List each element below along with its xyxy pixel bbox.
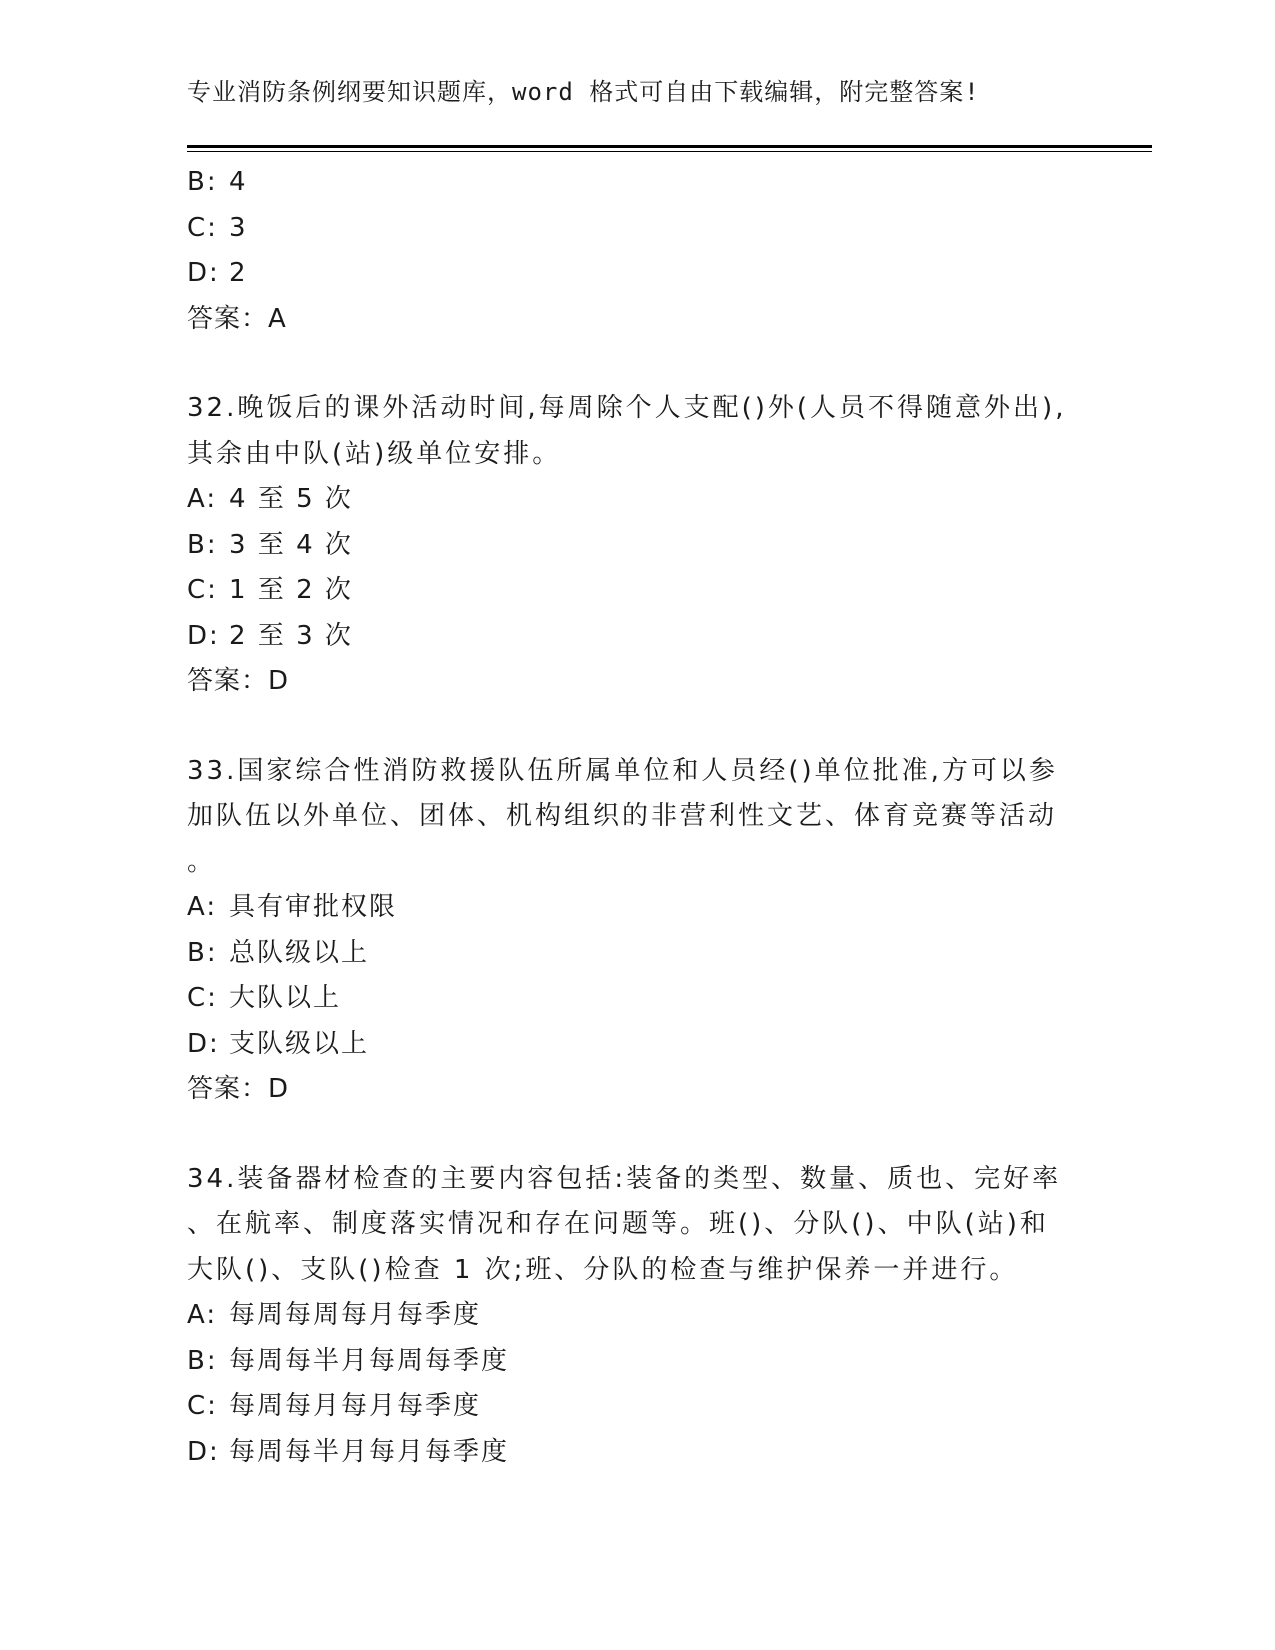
option-letter: D: xyxy=(187,1028,220,1059)
option-b xyxy=(187,523,1087,569)
question-text-line: 34.装备器材检查的主要内容包括:装备的类型、数量、质也、完好率 xyxy=(187,1163,1062,1194)
answer-line: 答案：D xyxy=(187,1074,290,1104)
option-text: 1 至 2 次 xyxy=(229,575,353,605)
option-letter: A: xyxy=(187,484,218,514)
option-text: 每周每月每月每季度 xyxy=(229,1391,482,1421)
question-text-line: 加队伍以外单位、团体、机构组织的非营利性文艺、体育竞赛等活动 xyxy=(187,801,1058,831)
header-divider-thin xyxy=(187,151,1152,152)
prev-question-block xyxy=(187,160,1087,342)
question-34 xyxy=(187,1157,1087,1476)
spacer xyxy=(187,705,1087,749)
question-text-line: 其余由中队(站)级单位安排。 xyxy=(187,438,562,469)
question-32 xyxy=(187,386,1087,705)
header-divider-thick xyxy=(187,145,1152,148)
option-b xyxy=(187,160,1087,206)
page-header-title: 专业消防条例纲要知识题库，word 格式可自由下载编辑，附完整答案! xyxy=(187,78,980,106)
option-d xyxy=(187,1430,1087,1476)
option-b xyxy=(187,1339,1087,1385)
spacer xyxy=(187,1113,1087,1157)
question-text-line: 32.晚饭后的课外活动时间,每周除个人支配()外(人员不得随意外出), xyxy=(187,393,1067,423)
option-text: 3 xyxy=(229,212,248,243)
option-text: 支队级以上 xyxy=(229,1028,370,1059)
option-letter: D: xyxy=(187,258,220,288)
option-text: 每周每半月每周每季度 xyxy=(229,1345,510,1376)
answer-line: 答案：D xyxy=(187,666,290,696)
option-letter: C: xyxy=(187,575,218,605)
option-letter: C: xyxy=(187,1391,218,1421)
question-text-line: 33.国家综合性消防救援队伍所属单位和人员经()单位批准,方可以参 xyxy=(187,755,1058,786)
option-text: 2 xyxy=(229,258,248,288)
option-a xyxy=(187,1293,1087,1339)
option-c xyxy=(187,976,1087,1022)
option-d xyxy=(187,1022,1087,1068)
option-d xyxy=(187,614,1087,660)
option-c xyxy=(187,568,1087,614)
option-text: 每周每周每月每季度 xyxy=(229,1300,482,1330)
answer-line: 答案：A xyxy=(187,303,287,334)
question-33 xyxy=(187,749,1087,1113)
option-text: 具有审批权限 xyxy=(229,892,398,922)
option-letter: C: xyxy=(187,212,218,243)
option-text: 4 至 5 次 xyxy=(229,484,353,514)
question-text-line: 大队()、支队()检查 1 次;班、分队的检查与维护保养一并进行。 xyxy=(187,1254,1019,1285)
option-text: 2 至 3 次 xyxy=(229,620,353,651)
option-c xyxy=(187,1384,1087,1430)
option-letter: B: xyxy=(187,1345,218,1376)
option-text: 总队级以上 xyxy=(229,937,370,968)
spacer xyxy=(187,342,1087,386)
option-letter: D: xyxy=(187,620,220,651)
option-text: 4 xyxy=(229,167,248,197)
question-text-line: 、在航率、制度落实情况和存在问题等。班()、分队()、中队(站)和 xyxy=(187,1209,1049,1239)
option-letter: A: xyxy=(187,1300,218,1330)
option-letter: B: xyxy=(187,937,218,968)
question-content xyxy=(187,160,1087,1475)
option-letter: C: xyxy=(187,983,218,1013)
option-letter: A: xyxy=(187,892,218,922)
option-c xyxy=(187,206,1087,252)
option-a xyxy=(187,885,1087,931)
option-a xyxy=(187,477,1087,523)
option-b xyxy=(187,931,1087,977)
option-letter: B: xyxy=(187,529,218,560)
option-text: 3 至 4 次 xyxy=(229,529,353,560)
option-letter: B: xyxy=(187,167,218,197)
question-text-line: 。 xyxy=(187,846,217,877)
option-text: 大队以上 xyxy=(229,983,342,1013)
option-d xyxy=(187,251,1087,297)
option-text: 每周每半月每月每季度 xyxy=(229,1436,510,1467)
option-letter: D: xyxy=(187,1436,220,1467)
